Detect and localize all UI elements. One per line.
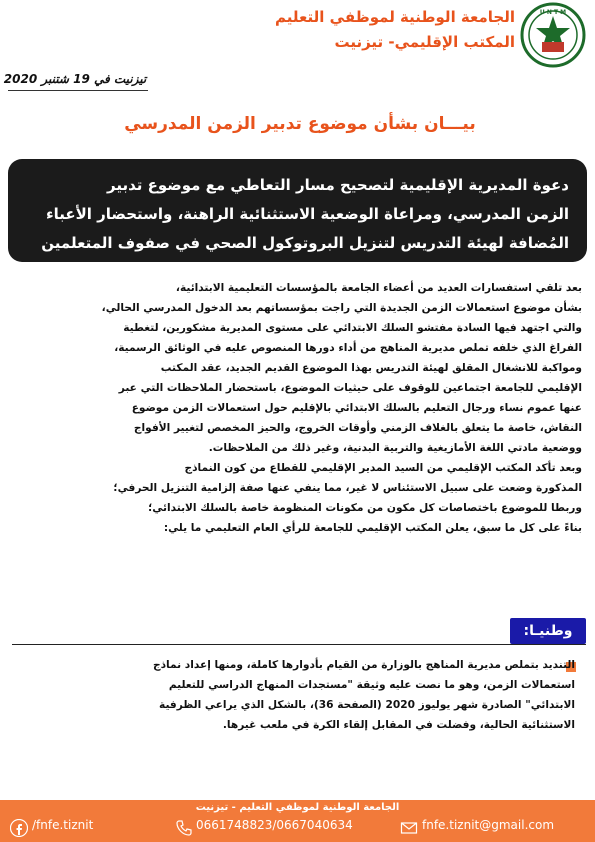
footer-bar [0, 800, 595, 842]
body-line: بشأن موضوع استعمالات الزمن الجديدة التي راجت بمؤسساتهم بعد الدخول المدرسي الحالي، [101, 302, 582, 314]
section-label-national: وطنيـا: [510, 618, 586, 644]
bullet-item [22, 655, 575, 735]
highlight-line: المُضافة لهيئة التدريس لتنزيل البروتوكول الصحي في صفوف المتعلمين [41, 234, 569, 252]
bullet-line: الابتدائي" الصادرة شهر يوليوز 2020 (الصفحة 36)، بالشكل الذي يراعي الظرفية [159, 699, 575, 711]
body-line: الإقليمي للجامعة اجتماعين للوقوف على حيثيات الموضوع، باستحضار الملاحظات التي عبر [118, 382, 582, 394]
union-logo-icon [520, 2, 586, 68]
document-date: تيزنيت في 19 شتنبر 2020 [3, 72, 147, 86]
statement-body [12, 278, 582, 538]
logo-text: U N T M [539, 9, 567, 16]
date-underline [8, 90, 148, 91]
bullet-line: التنديد بتملص مديرية المناهج بالوزارة من القيام بأدوارها كاملة، ومنها إعداد نماذج [152, 659, 575, 671]
highlight-line: الزمن المدرسي، ومراعاة الوضعية الاستثنائية الراهنة، واستحضار الأعباء [45, 205, 569, 223]
bullet-line: استعمالات الزمن، وهو ما نصت عليه وثيقة "مستجدات المنهاج الدراسي للتعليم [168, 679, 575, 691]
phone-icon [175, 819, 193, 837]
org-name: الجامعة الوطنية لموظفي التعليم [275, 8, 515, 26]
highlight-box [8, 159, 587, 262]
highlight-line: دعوة المديرية الإقليمية لتصحيح مسار التعاطي مع موضوع تدبير [107, 176, 569, 194]
letterhead [0, 0, 595, 70]
phone-numbers: 0661748823/0667040634 [196, 818, 353, 832]
body-line: وبعد تأكد المكتب الإقليمي من السيد المدير الإقليمي للقطاع من كون النماذج [184, 462, 582, 474]
facebook-link[interactable]: /fnfe.tiznit [32, 818, 94, 832]
bullet-line: الاستثنائية الحالية، وفضلت في المقابل إلقاء الكرة في ملعب غيرها. [222, 719, 575, 731]
body-line: الفراغ الذي خلفه تملص مديرية المناهج من أداء دورها المنصوص عليه في الوثائق الرسمية، [114, 342, 582, 354]
body-line: ومواكبة للانشغال المقلق لهيئة التدريس بهذا الموضوع القديم الجديد، عقد المكتب [160, 362, 582, 374]
mail-icon [400, 819, 418, 837]
body-line: ووضعية مادتي اللغة الأمازيغية والتربية البدنية، وغير ذلك من الملاحظات. [208, 442, 582, 454]
office-name: المكتب الإقليمي- تيزنيت [334, 33, 515, 51]
document-title: بيـــان بشأن موضوع تدبير الزمن المدرسي [124, 114, 476, 134]
section-divider [12, 644, 586, 645]
body-line: المذكورة وضعت على سبيل الاستئناس لا غير، مما ينفي عنها صفة إلزامية التنزيل الحرفي؛ [113, 482, 582, 494]
footer-org-name: الجامعة الوطنية لموظفي التعليم - تيزنيت [195, 802, 400, 813]
body-line: النقاش، خاصة ما يتعلق بالغلاف الزمني وأوقات الخروج، والحيز المخصص لتغيير الأفواج [133, 422, 582, 434]
body-line: عنها عموم نساء ورجال التعليم بالسلك الابتدائي بالإقليم حول استعمالات الزمن موضوع [131, 402, 582, 414]
facebook-icon [10, 819, 28, 837]
body-line: والتي اجتهد فيها السادة مفتشو السلك الابتدائي على مستوى المديرية مشكورين، لتغطية [123, 322, 582, 334]
body-line: وربطا للموضوع باختصاصات كل مكون من مكونات المنظومة خاصة بالسلك الابتدائي؛ [148, 502, 582, 514]
body-line: بعد تلقي استفسارات العديد من أعضاء الجامعة بالمؤسسات التعليمية الابتدائية، [175, 282, 582, 294]
email-link[interactable]: fnfe.tiznit@gmail.com [422, 818, 555, 832]
body-line: بناءً على كل ما سبق، يعلن المكتب الإقليمي للجامعة للرأي العام التعليمي ما يلي: [163, 522, 582, 534]
